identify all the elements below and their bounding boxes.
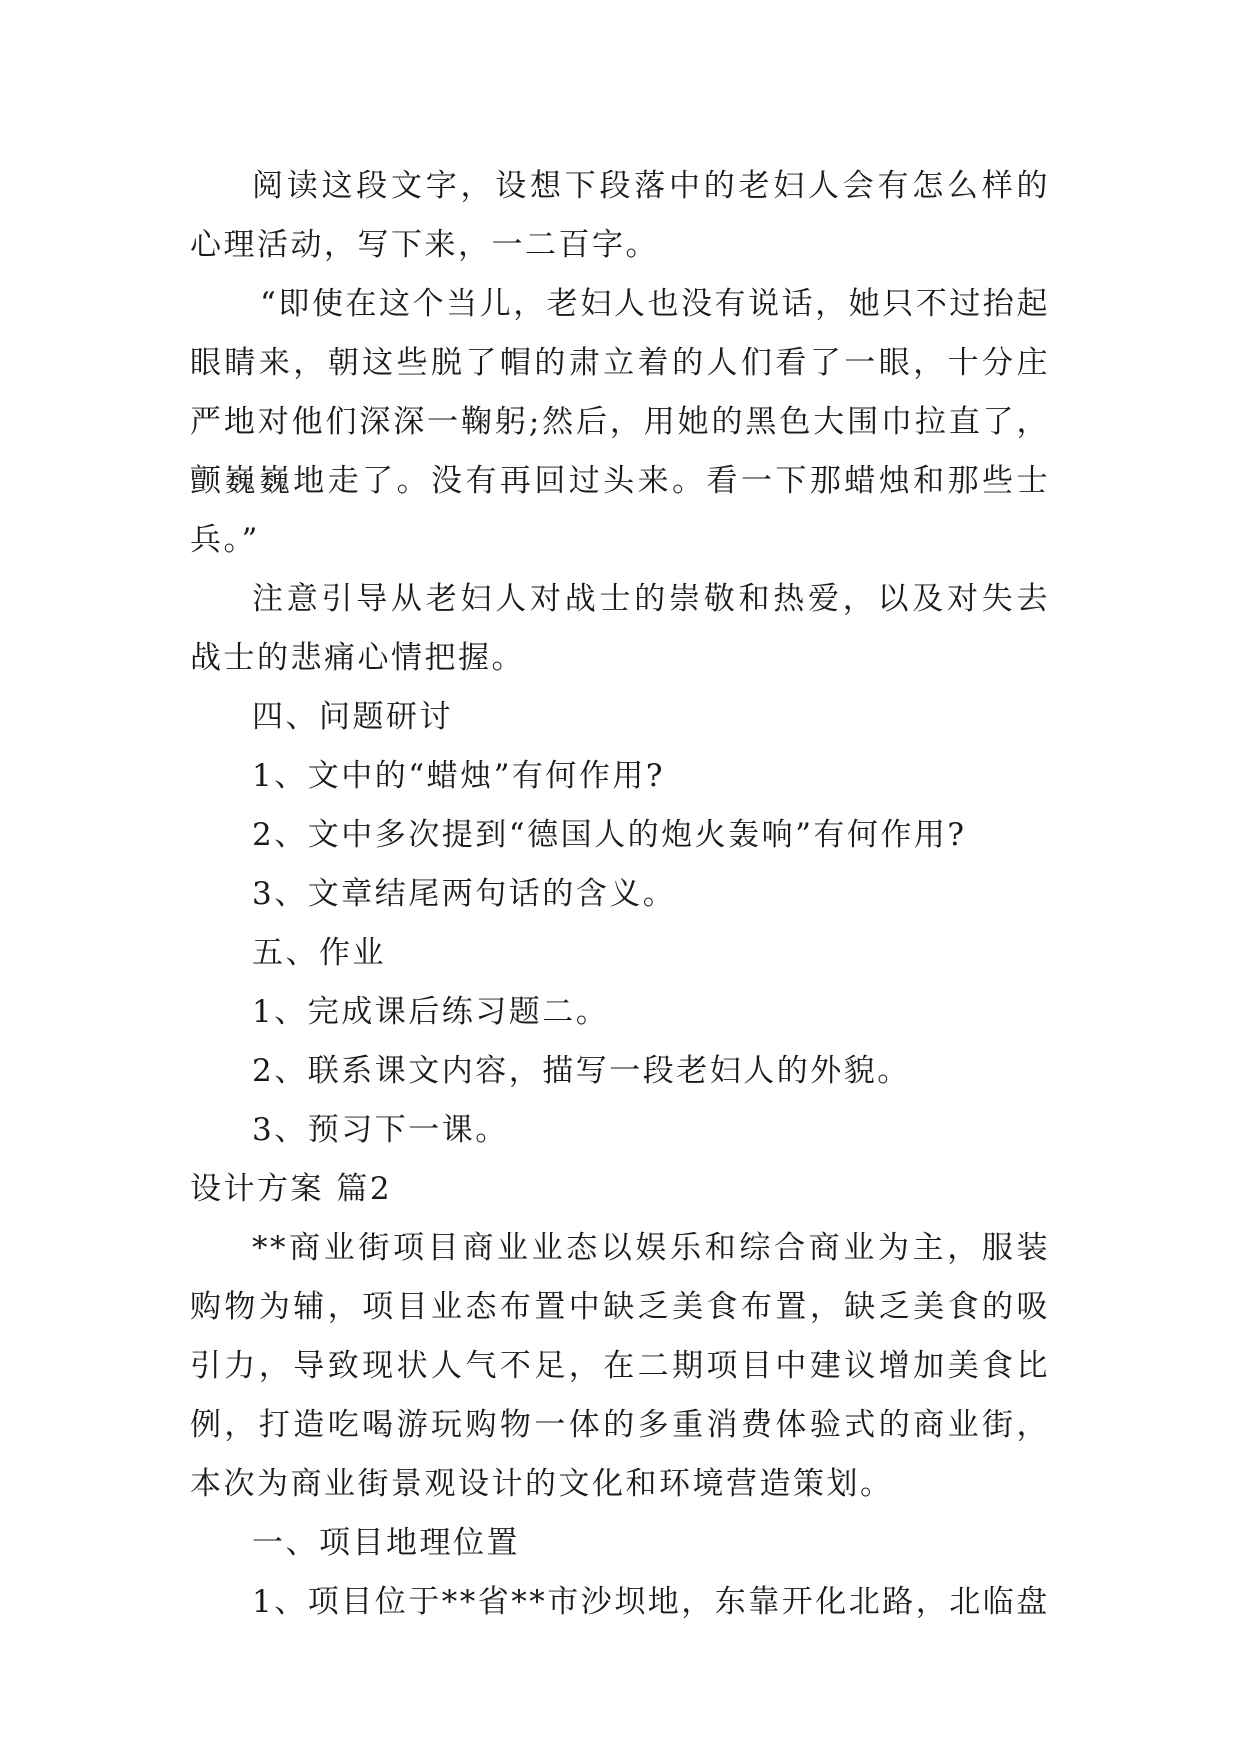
list-item-question-2: 2、文中多次提到“德国人的炮火轰响”有何作用? <box>252 817 967 853</box>
document-body <box>190 157 1050 1632</box>
list-item-question-3: 3、文章结尾两句话的含义。 <box>252 876 677 912</box>
heading-project-location: 一、项目地理位置 <box>252 1525 520 1561</box>
list-item-question-1: 1、文中的“蜡烛”有何作用? <box>252 758 666 794</box>
paragraph-reading-task: 阅读这段文字，设想下段落中的老妇人会有怎么样的心理活动，写下来，一二百字。 <box>190 168 1050 263</box>
list-item-homework-2: 2、联系课文内容，描写一段老妇人的外貌。 <box>252 1053 911 1089</box>
paragraph-commercial-street: **商业街项目商业业态以娱乐和综合商业为主，服装购物为辅，项目业态布置中缺乏美食布置，缺乏美食的吸引力，导致现状人气不足，在二期项目中建议增加美食比例，打造吃喝游玩购物一体的多重消费体验式的商业街，本次为商业街景观设计的文化和环境营造策划。 <box>190 1230 1050 1502</box>
list-item-location-1: 1、项目位于**省**市沙坝地，东靠开化北路，北临盘 <box>252 1584 1050 1620</box>
paragraph-guidance: 注意引导从老妇人对战士的崇敬和热爱，以及对失去战士的悲痛心情把握。 <box>190 581 1050 676</box>
list-item-homework-1: 1、完成课后练习题二。 <box>252 994 610 1030</box>
heading-homework: 五、作业 <box>252 935 386 971</box>
paragraph-quote: “即使在这个当儿，老妇人也没有说话，她只不过抬起眼睛来，朝这些脱了帽的肃立着的人们看了一眼，十分庄严地对他们深深一鞠躬;然后，用她的黑色大围巾拉直了，颤巍巍地走了。没有再回过头来。看一下那蜡烛和那些士兵。” <box>190 286 1050 558</box>
section-title-design-plan-2: 设计方案 篇2 <box>190 1171 393 1207</box>
list-item-homework-3: 3、预习下一课。 <box>252 1112 509 1148</box>
heading-problem-discussion: 四、问题研讨 <box>252 699 453 735</box>
